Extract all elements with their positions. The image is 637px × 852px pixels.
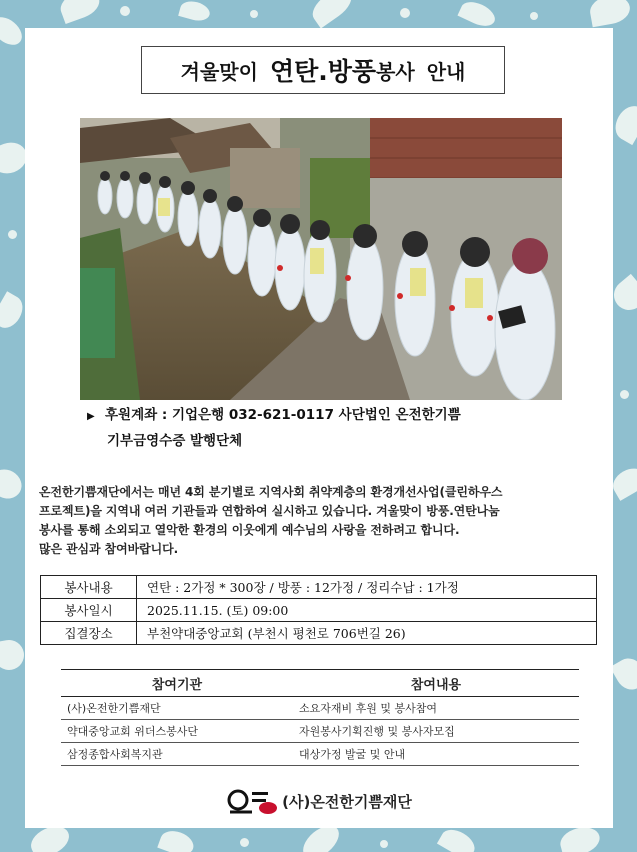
dot-decoration — [120, 6, 130, 16]
leaf-decoration — [0, 638, 26, 673]
account-line-1: 후원계좌 : 기업은행 032-621-0117 사단법인 온전한기쁨 — [105, 407, 461, 423]
leaf-decoration — [157, 827, 196, 852]
footer-org-name: (사)온전한기쁨재단 — [282, 792, 412, 811]
leaf-decoration — [0, 291, 28, 332]
org-name-cell: (사)온전한기쁨재단 — [61, 697, 293, 720]
intro-paragraph — [39, 483, 605, 559]
table-row — [61, 720, 579, 743]
dot-decoration — [380, 840, 388, 848]
info-value: 연탄 : 2가정 * 300장 / 방풍 : 12가정 / 정리수납 : 1가정 — [137, 576, 597, 599]
dot-decoration — [620, 390, 629, 399]
leaf-decoration — [307, 0, 357, 28]
title-part-2: 연탄.방풍 — [269, 57, 377, 86]
title-part-1: 겨울맞이 — [180, 59, 258, 84]
table-row — [61, 697, 579, 720]
org-role-cell: 소요자재비 후원 및 봉사참여 — [293, 697, 579, 720]
account-line-2: 기부금영수증 발행단체 — [107, 433, 243, 449]
leaf-decoration — [57, 0, 103, 24]
leaf-decoration — [610, 101, 637, 145]
dot-decoration — [240, 838, 249, 847]
event-info-table — [40, 575, 597, 645]
org-name-cell: 약대중앙교회 위더스봉사단 — [61, 720, 293, 743]
volunteer-photo-illustration — [80, 118, 562, 400]
leaf-decoration — [0, 12, 27, 51]
table-row — [41, 622, 597, 645]
volunteer-photo — [80, 118, 562, 400]
foundation-logo-icon — [226, 786, 278, 816]
org-role-cell: 대상가정 발굴 및 안내 — [293, 743, 579, 766]
intro-line: 프로젝트)을 지역내 여러 기관들과 연합하여 실시하고 있습니다. 겨울맞이 방풍.연탄나눔 — [39, 504, 500, 518]
info-value: 부천약대중앙교회 (부천시 평천로 706번길 26) — [137, 622, 597, 645]
title-part-3: 봉사 — [376, 59, 415, 84]
leaf-decoration — [610, 653, 637, 695]
donation-account-info — [87, 403, 587, 454]
dot-decoration — [250, 10, 258, 18]
leaf-decoration — [588, 0, 632, 27]
table-row — [41, 576, 597, 599]
leaf-decoration — [457, 0, 498, 31]
info-value: 2025.11.15. (토) 09:00 — [137, 599, 597, 622]
org-name-cell: 삼정종합사회복지관 — [61, 743, 293, 766]
title-part-4: 안내 — [426, 59, 466, 84]
participating-orgs-table — [61, 669, 579, 766]
org-role-cell: 자원봉사기획진행 및 봉사자모집 — [293, 720, 579, 743]
footer-org — [25, 786, 613, 816]
dot-decoration — [530, 12, 538, 20]
table-row — [41, 599, 597, 622]
dot-decoration — [400, 8, 410, 18]
intro-line: 많은 관심과 참여바랍니다. — [39, 542, 179, 556]
bullet-arrow-icon: ▶ — [87, 411, 95, 422]
column-header: 참여기관 — [61, 670, 293, 697]
notice-paper — [25, 28, 613, 828]
table-header-row — [61, 670, 579, 697]
info-key: 봉사일시 — [41, 599, 137, 622]
leaf-decoration — [178, 0, 212, 24]
info-key: 봉사내용 — [41, 576, 137, 599]
table-row — [61, 743, 579, 766]
intro-line: 봉사를 통해 소외되고 열악한 환경의 이웃에게 예수님의 사랑을 전하려고 합니다. — [39, 523, 460, 537]
page-title — [141, 46, 505, 94]
leaf-decoration — [0, 464, 27, 504]
dot-decoration — [8, 230, 17, 239]
intro-line: 온전한기쁨재단에서는 매년 4회 분기별로 지역사회 취약계층의 환경개선사업(클린하우스 — [39, 485, 503, 499]
column-header: 참여내용 — [293, 670, 579, 697]
info-key: 집결장소 — [41, 622, 137, 645]
leaf-decoration — [437, 824, 479, 852]
